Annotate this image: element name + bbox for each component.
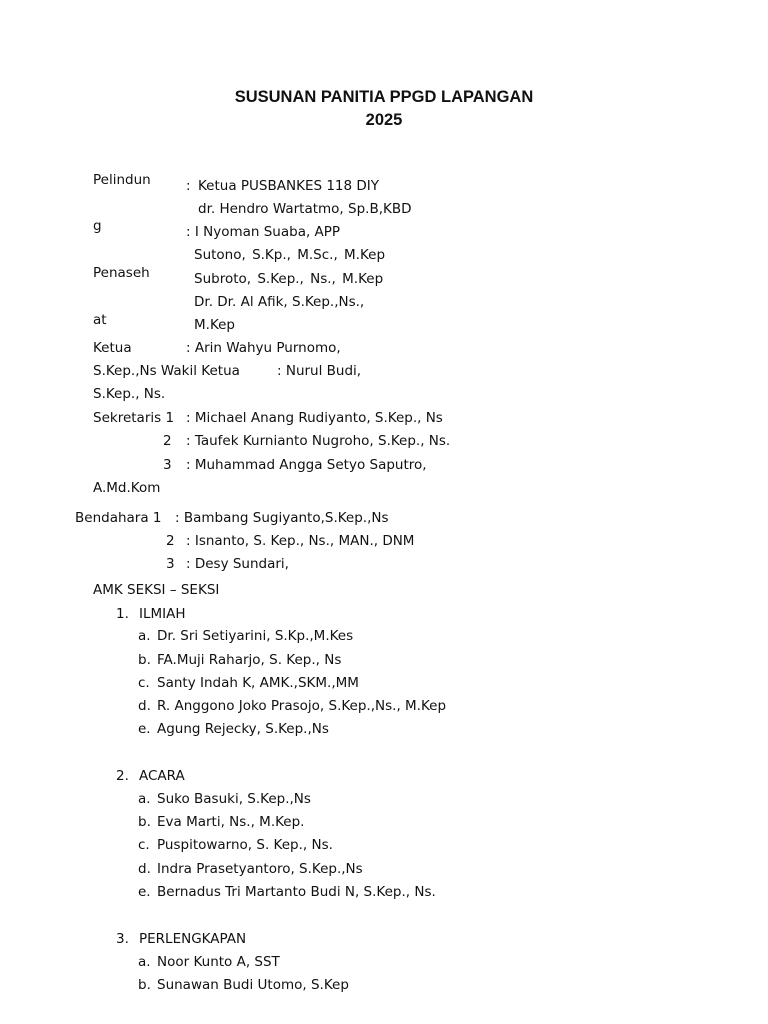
ketua-label: Ketua bbox=[93, 340, 132, 356]
sekretaris-label: Sekretaris 1 bbox=[93, 410, 175, 426]
member-name: Puspitowarno, S. Kep., Ns. bbox=[157, 837, 333, 853]
sekretaris-num-3: 3 bbox=[163, 457, 172, 473]
wakil-ketua-title: S.Kep., Ns. bbox=[93, 386, 166, 402]
member-name: Santy Indah K, AMK.,SKM.,MM bbox=[157, 675, 359, 691]
sekretaris-1: : Michael Anang Rudiyanto, S.Kep., Ns bbox=[186, 410, 443, 426]
penasehat-value-5: M.Kep bbox=[194, 317, 235, 333]
pelindung-label-part1: Pelindun bbox=[93, 172, 151, 188]
member-name: Eva Marti, Ns., M.Kep. bbox=[157, 814, 305, 830]
seksi-heading: AMK SEKSI – SEKSI bbox=[93, 582, 220, 598]
member-name: FA.Muji Raharjo, S. Kep., Ns bbox=[157, 652, 342, 668]
member-letter: d. bbox=[138, 698, 151, 714]
pelindung-value-2: dr. Hendro Wartatmo, Sp.B,KBD bbox=[198, 201, 412, 217]
pelindung-colon: : bbox=[186, 178, 191, 194]
sekretaris-3: : Muhammad Angga Setyo Saputro, bbox=[186, 457, 427, 473]
member-letter: a. bbox=[138, 791, 151, 807]
penasehat-value-4: Dr. Dr. Al Afik, S.Kep.,Ns., bbox=[194, 294, 365, 310]
member-letter: a. bbox=[138, 954, 151, 970]
member-name: Agung Rejecky, S.Kep.,Ns bbox=[157, 721, 329, 737]
member-letter: c. bbox=[138, 837, 150, 853]
member-letter: a. bbox=[138, 628, 151, 644]
section-title: ILMIAH bbox=[139, 606, 186, 622]
bendahara-label: Bendahara 1 bbox=[75, 510, 162, 526]
pelindung-label-part2: g bbox=[93, 218, 102, 234]
penasehat-label-part1: Penaseh bbox=[93, 265, 150, 281]
member-name: R. Anggono Joko Prasojo, S.Kep.,Ns., M.Kep bbox=[157, 698, 447, 714]
member-name: Suko Basuki, S.Kep.,Ns bbox=[157, 791, 311, 807]
ketua-value: : Arin Wahyu Purnomo, bbox=[186, 340, 341, 356]
sekretaris-num-2: 2 bbox=[163, 433, 172, 449]
penasehat-value-2: Sutono, S.Kp., M.Sc., M.Kep bbox=[194, 247, 386, 263]
document-title: SUSUNAN PANITIA PPGD LAPANGAN bbox=[234, 88, 534, 106]
member-letter: e. bbox=[138, 884, 151, 900]
penasehat-value-1: : I Nyoman Suaba, APP bbox=[186, 224, 341, 240]
sekretaris-2: : Taufek Kurnianto Nugroho, S.Kep., Ns. bbox=[186, 433, 451, 449]
penasehat-value-3: Subroto, S.Kep., Ns., M.Kep bbox=[194, 271, 384, 287]
member-letter: d. bbox=[138, 861, 151, 877]
member-letter: b. bbox=[138, 814, 151, 830]
bendahara-1: : Bambang Sugiyanto,S.Kep.,Ns bbox=[175, 510, 389, 526]
section-number: 3. bbox=[116, 931, 129, 947]
bendahara-3: : Desy Sundari, bbox=[186, 556, 289, 572]
section-number: 2. bbox=[116, 768, 129, 784]
section-title: PERLENGKAPAN bbox=[139, 931, 247, 947]
member-name: Sunawan Budi Utomo, S.Kep bbox=[157, 977, 349, 993]
bendahara-num-2: 2 bbox=[166, 533, 175, 549]
member-letter: e. bbox=[138, 721, 151, 737]
pelindung-value-1: Ketua PUSBANKES 118 DIY bbox=[198, 178, 380, 194]
penasehat-label-part2: at bbox=[93, 312, 107, 328]
bendahara-num-3: 3 bbox=[166, 556, 175, 572]
member-name: Dr. Sri Setiyarini, S.Kp.,M.Kes bbox=[157, 628, 354, 644]
section-number: 1. bbox=[116, 606, 129, 622]
bendahara-2: : Isnanto, S. Kep., Ns., MAN., DNM bbox=[186, 533, 415, 549]
member-name: Noor Kunto A, SST bbox=[157, 954, 280, 970]
section-title: ACARA bbox=[139, 768, 185, 784]
wakil-ketua-label: S.Kep.,Ns Wakil Ketua bbox=[93, 363, 240, 379]
member-letter: c. bbox=[138, 675, 150, 691]
document-year: 2025 bbox=[365, 111, 403, 129]
sekretaris-3-cont: A.Md.Kom bbox=[93, 480, 161, 496]
wakil-ketua-value: : Nurul Budi, bbox=[277, 363, 362, 379]
member-letter: b. bbox=[138, 652, 151, 668]
member-name: Indra Prasetyantoro, S.Kep.,Ns bbox=[157, 861, 363, 877]
member-letter: b. bbox=[138, 977, 151, 993]
member-name: Bernadus Tri Martanto Budi N, S.Kep., Ns. bbox=[157, 884, 436, 900]
